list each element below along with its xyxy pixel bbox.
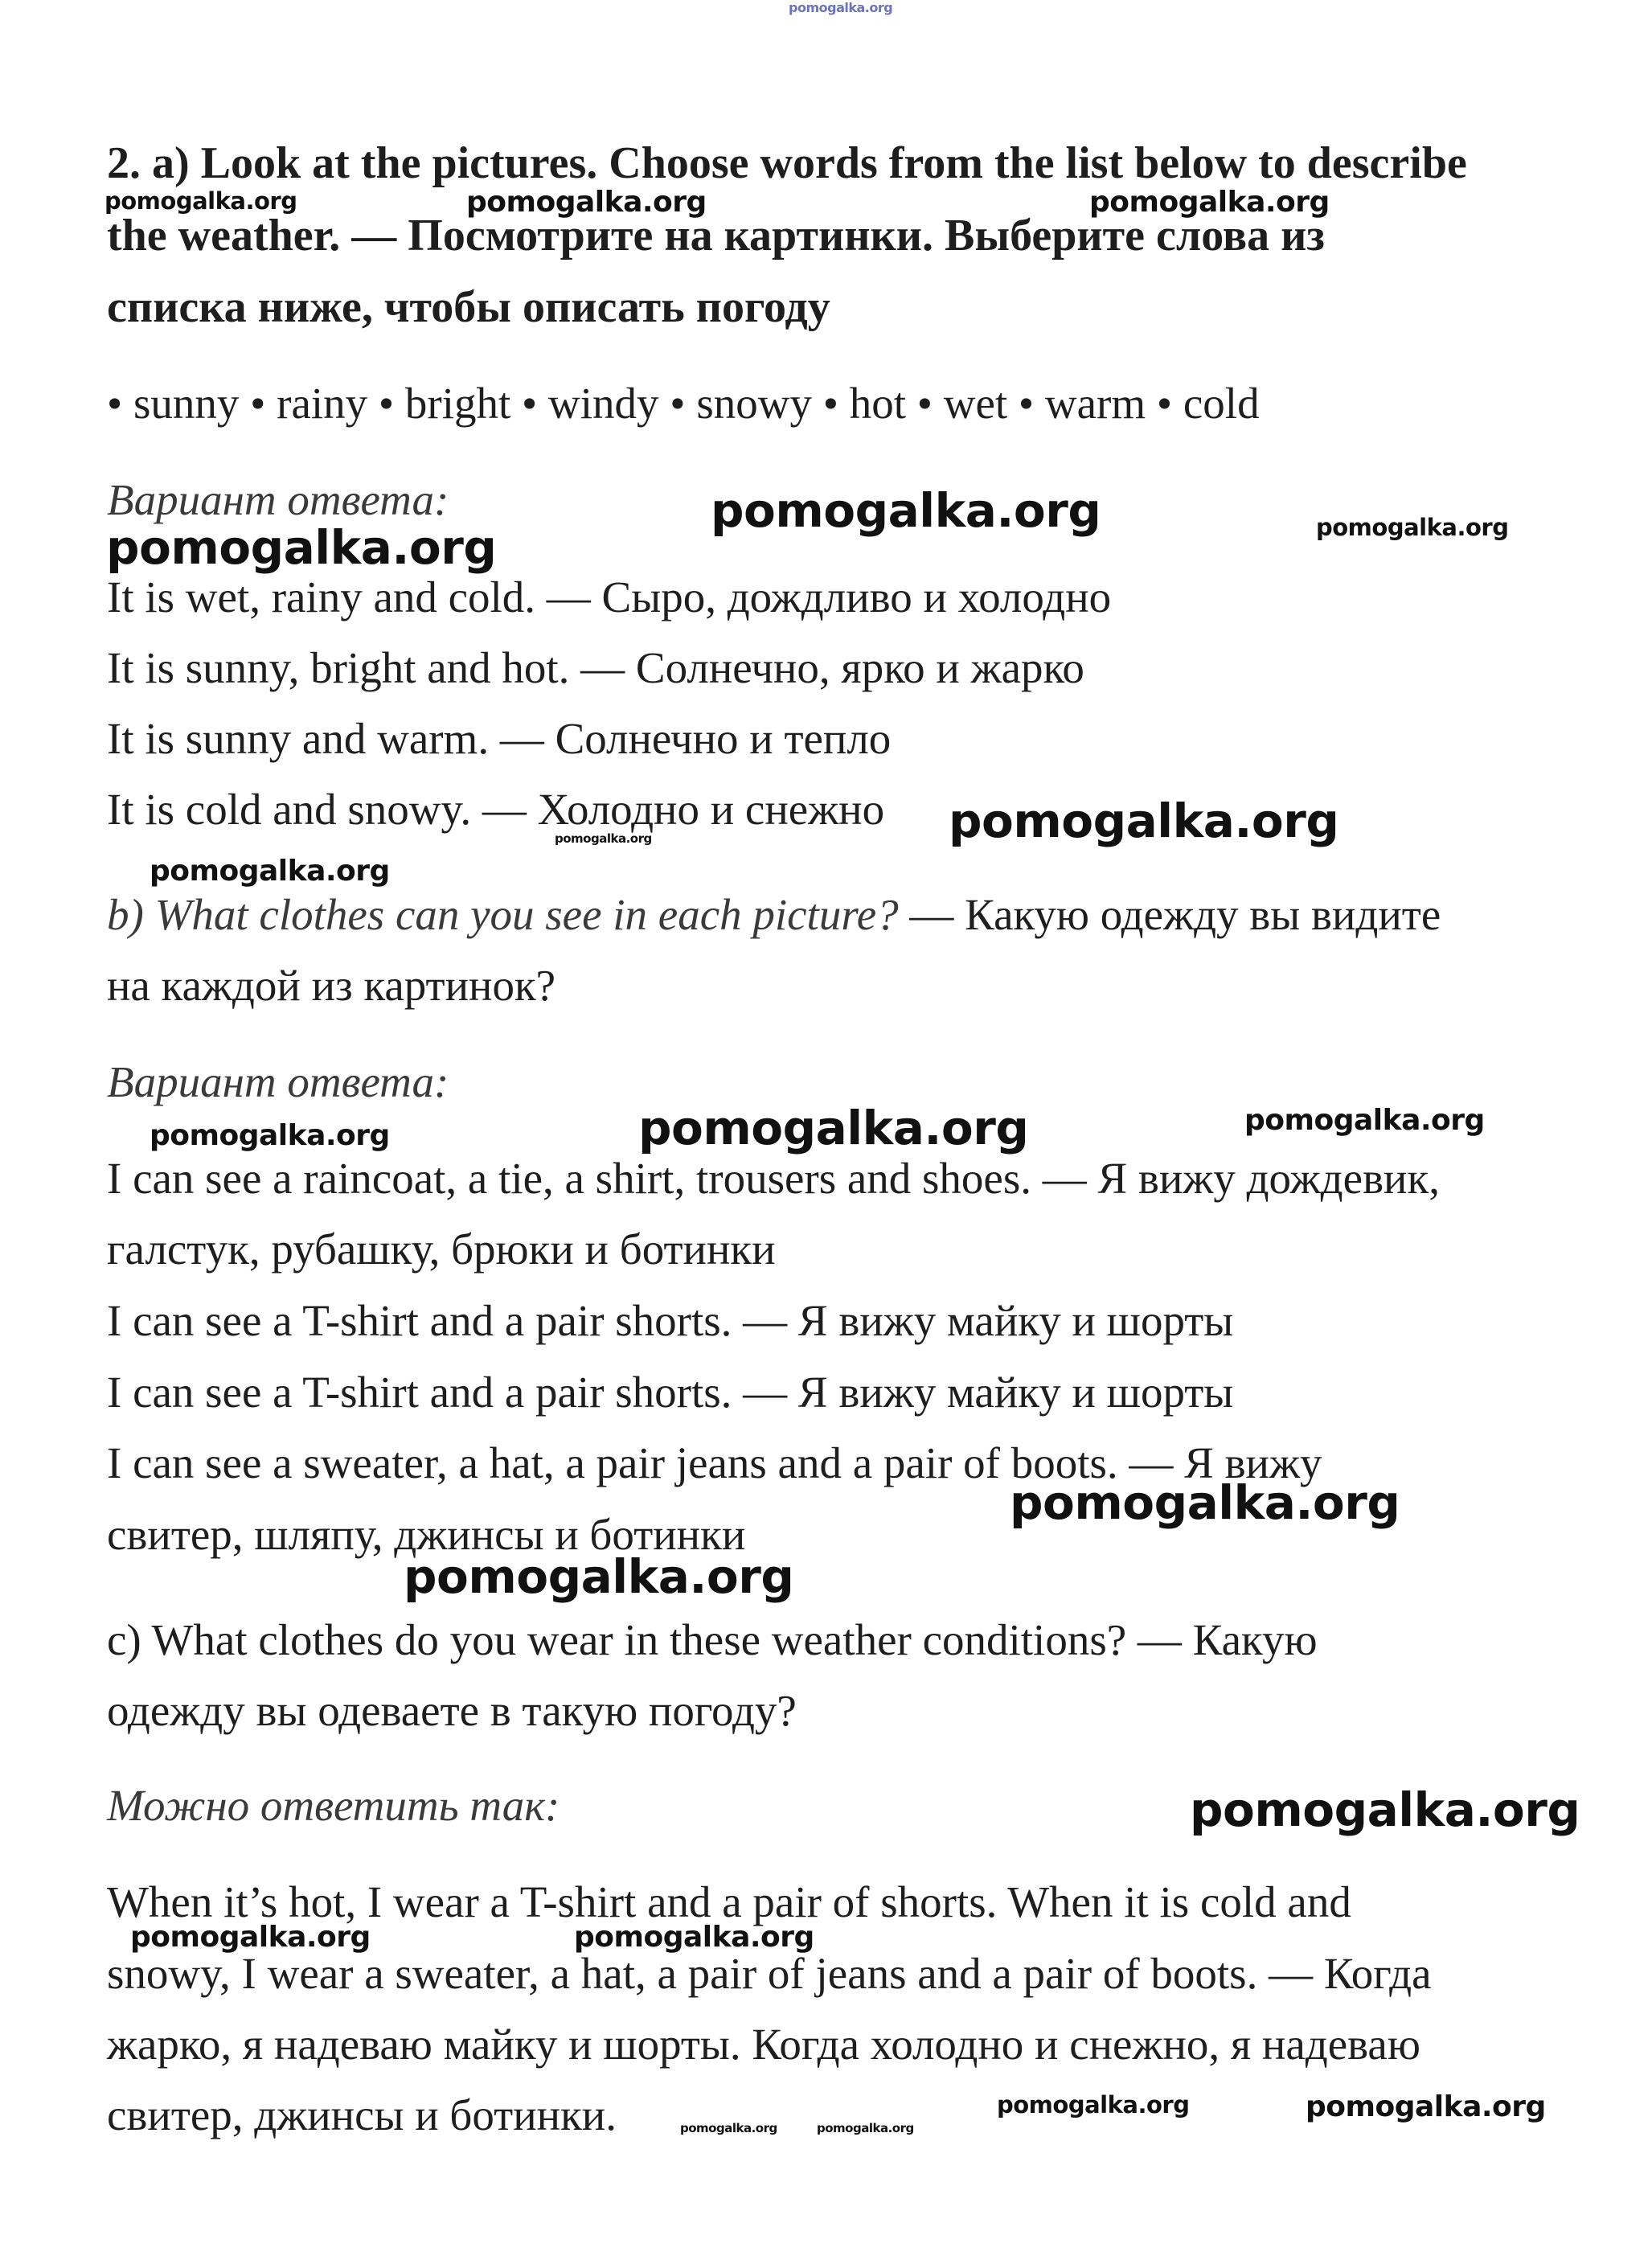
watermark: pomogalka.org xyxy=(997,2091,1190,2119)
watermark: pomogalka.org xyxy=(1190,1782,1580,1837)
answer-c-line-3: жарко, я надеваю майку и шорты. Когда холодно и снежно, я надеваю xyxy=(107,2020,1420,2069)
answer-b-line-6: свитер, шляпу, джинсы и ботинки xyxy=(107,1510,746,1559)
answer-label-c: Можно ответить так: xyxy=(107,1781,560,1830)
question-c-line-1: c) What clothes do you wear in these weather conditions? — Какую xyxy=(107,1615,1318,1664)
watermark: pomogalka.org xyxy=(466,186,707,219)
answer-a-line-2: It is sunny, bright and hot. — Солнечно, ярко и жарко xyxy=(107,643,1084,692)
answer-a-line-3: It is sunny and warm. — Солнечно и тепло xyxy=(107,714,892,763)
question-b-english: b) What clothes can you see in each picture? xyxy=(107,890,899,939)
question-b-line-2: на каждой из картинок? xyxy=(107,961,556,1010)
watermark: pomogalka.org xyxy=(105,187,297,215)
watermark: pomogalka.org xyxy=(1244,1104,1485,1137)
answer-a-line-1: It is wet, rainy and cold. — Сыро, дождливо и холодно xyxy=(107,572,1112,621)
task-title-line-3: списка ниже, чтобы описать погоду xyxy=(107,282,830,332)
word-list: • sunny • rainy • bright • windy • snowy • hot • wet • warm • cold xyxy=(107,379,1260,428)
watermark: pomogalka.org xyxy=(949,794,1339,848)
answer-label-b: Вариант ответа: xyxy=(107,1057,449,1106)
watermark: pomogalka.org xyxy=(711,483,1101,538)
watermark: pomogalka.org xyxy=(404,1549,794,1604)
watermark: pomogalka.org xyxy=(1316,514,1509,541)
watermark: pomogalka.org xyxy=(1010,1475,1400,1530)
answer-c-line-2: snowy, I wear a sweater, a hat, a pair of jeans and a pair of boots. — Когда xyxy=(107,1949,1432,1998)
watermark: pomogalka.org xyxy=(1306,2090,1546,2123)
answer-a-line-4: It is cold and snowy. — Холодно и снежно xyxy=(107,785,885,834)
question-b-line-1 xyxy=(107,892,1441,937)
watermark: pomogalka.org xyxy=(817,2121,914,2135)
watermark: pomogalka.org xyxy=(150,1119,390,1152)
answer-c-line-4: свитер, джинсы и ботинки. xyxy=(107,2090,617,2139)
watermark: pomogalka.org xyxy=(638,1101,1029,1155)
watermark: pomogalka.org xyxy=(680,2121,777,2135)
watermark: pomogalka.org xyxy=(574,1921,814,1954)
watermark: pomogalka.org xyxy=(106,520,497,575)
question-c-line-2: одежду вы одеваете в такую погоду? xyxy=(107,1686,797,1735)
watermark: pomogalka.org xyxy=(150,855,390,888)
question-b-russian: — Какую одежду вы видите xyxy=(898,890,1441,939)
answer-label-a: Вариант ответа: xyxy=(107,475,449,524)
watermark: pomogalka.org xyxy=(555,831,652,846)
answer-b-line-5: I can see a sweater, a hat, a pair jeans and a pair of boots. — Я вижу xyxy=(107,1438,1322,1487)
answer-b-line-2: галстук, рубашку, брюки и ботинки xyxy=(107,1224,776,1274)
watermark: pomogalka.org xyxy=(130,1921,371,1954)
answer-b-line-1: I can see a raincoat, a tie, a shirt, trousers and shoes. — Я вижу дождевик, xyxy=(107,1154,1440,1203)
watermark: pomogalka.org xyxy=(1089,186,1330,219)
answer-b-line-4: I can see a T-shirt and a pair shorts. — Я вижу майку и шорты xyxy=(107,1368,1234,1417)
watermark-top: pomogalka.org xyxy=(789,0,893,15)
answer-b-line-3: I can see a T-shirt and a pair shorts. — Я вижу майку и шорты xyxy=(107,1296,1234,1345)
task-title-line-1: 2. a) Look at the pictures. Choose words from the list below to describe xyxy=(107,138,1467,188)
answer-c-line-1: When it’s hot, I wear a T-shirt and a pair of shorts. When it is cold and xyxy=(107,1877,1351,1926)
task-title-line-2: the weather. — Посмотрите на картинки. Выберите слова из xyxy=(107,211,1325,260)
